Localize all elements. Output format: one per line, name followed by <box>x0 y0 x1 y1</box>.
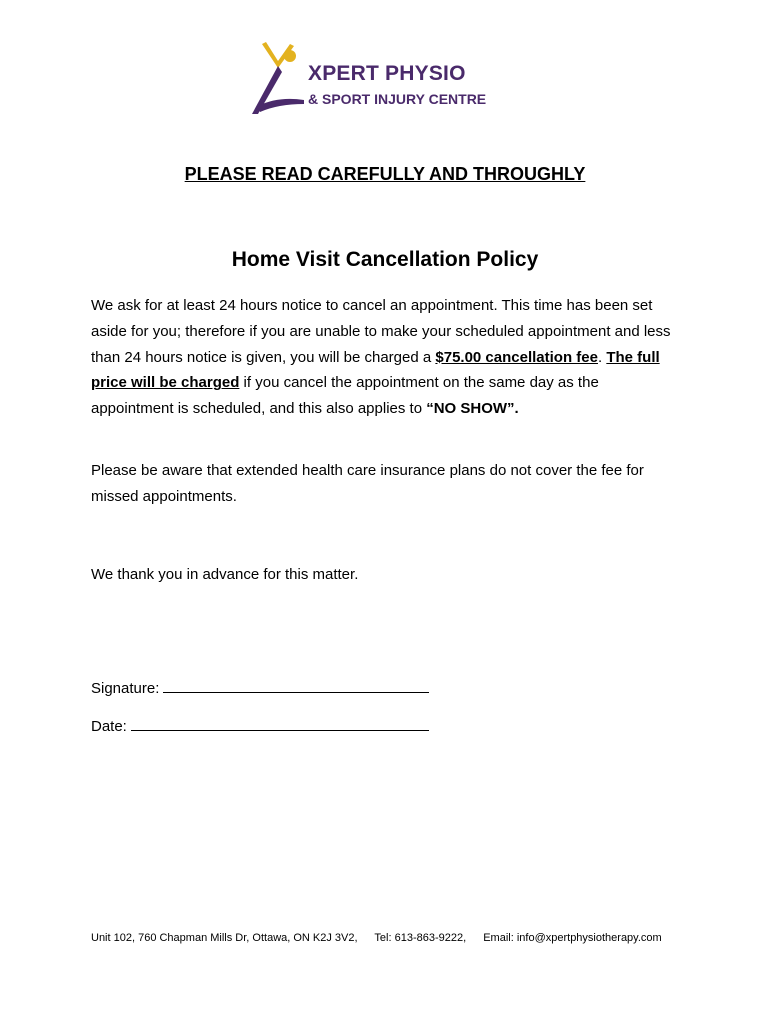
policy-text: We ask for at least 24 hours notice to cancel an appointment. This time has been set aside for you; therefore if you are unable to make your scheduled appointment and less than 24 hours notice is given, you will be charged a <box>91 297 671 366</box>
footer-address: Unit 102, 760 Chapman Mills Dr, Ottawa, ON K2J 3V2, <box>91 932 358 944</box>
full-price-notice: The full price will be charged <box>91 348 660 392</box>
brand-tagline: & SPORT INJURY CENTRE <box>308 91 487 107</box>
brand-name: XPERT PHYSIO <box>308 62 466 85</box>
policy-text: . <box>597 348 607 366</box>
thank-you-paragraph: We thank you in advance for this matter. <box>91 566 359 583</box>
company-logo <box>248 42 518 120</box>
footer-email: Email: info@xpertphysiotherapy.com <box>483 932 662 944</box>
date-line[interactable] <box>131 716 429 731</box>
policy-text: if you cancel the appointment on the same day as the appointment is scheduled, and this also applies to <box>91 374 599 418</box>
no-show-term: “NO SHOW”. <box>426 400 519 418</box>
footer-phone: Tel: 613-863-9222, <box>374 932 467 944</box>
cancellation-fee: $75.00 cancellation fee <box>435 348 598 366</box>
athlete-icon <box>248 42 306 118</box>
date-field[interactable] <box>91 716 429 735</box>
notice-heading: PLEASE READ CAREFULLY AND THROUGHLY <box>184 164 586 184</box>
policy-paragraph <box>91 293 681 422</box>
footer <box>91 932 662 944</box>
signature-field[interactable] <box>91 678 429 697</box>
signature-line[interactable] <box>163 678 429 693</box>
insurance-paragraph: Please be aware that extended health care insurance plans do not cover the fee for missed appointments. <box>91 462 644 505</box>
policy-title: Home Visit Cancellation Policy <box>231 248 539 271</box>
date-label: Date: <box>91 718 127 735</box>
signature-label: Signature: <box>91 680 160 697</box>
